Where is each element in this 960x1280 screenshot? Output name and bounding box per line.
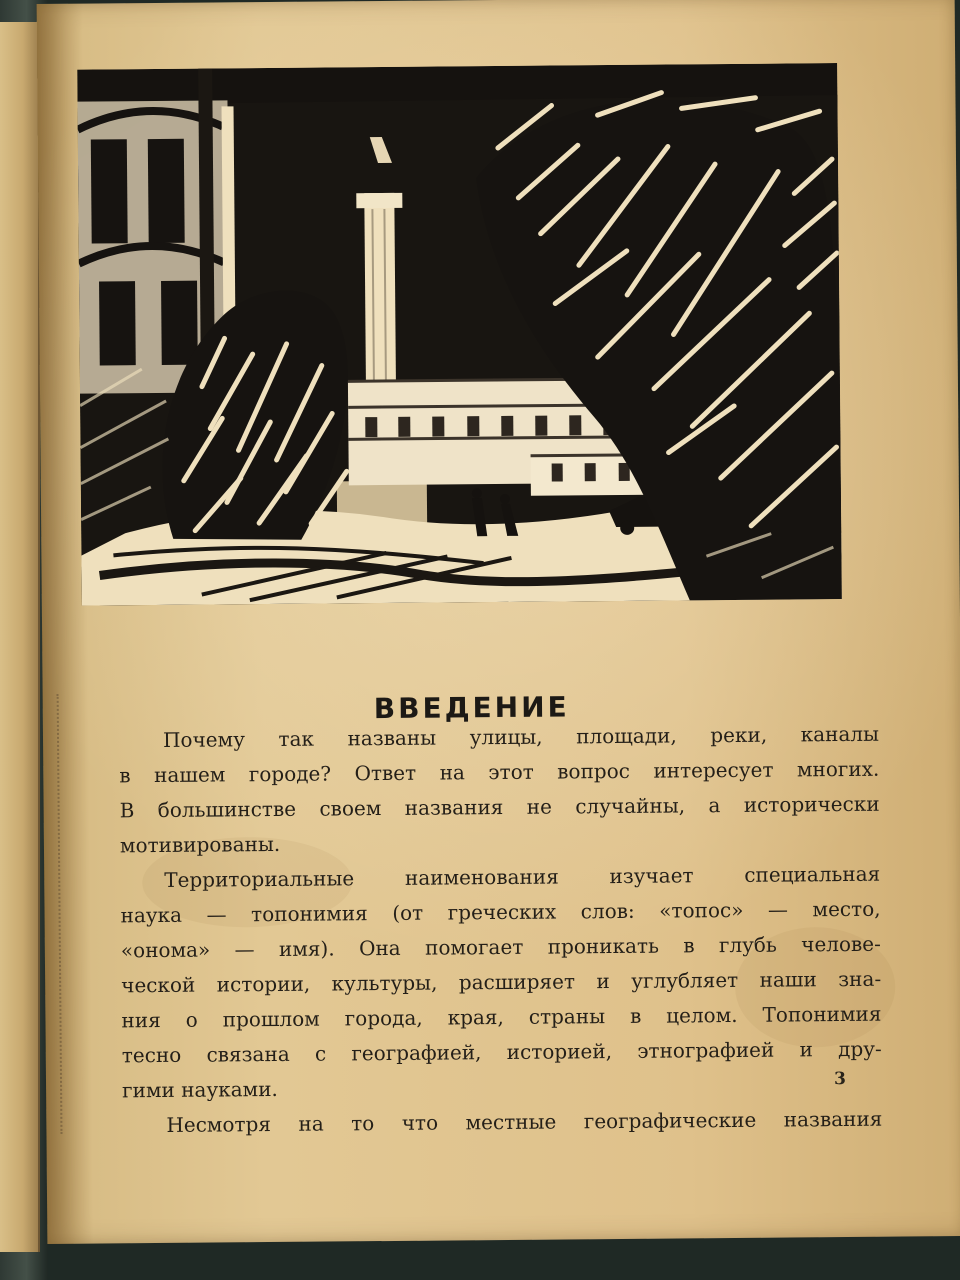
book-page — [37, 0, 960, 1244]
text-line: тесно связана с географией, историей, этнографией и дру- — [121, 1036, 882, 1068]
binding-stitch-holes — [57, 694, 73, 1134]
text-line: ния о прошлом города, края, страны в целом. Топонимия — [121, 1001, 882, 1033]
text-line: мотивированы. — [119, 831, 281, 858]
text-line: наука — топонимия (от греческих слов: «топос» — место, — [120, 896, 881, 928]
chapter-title: ВВЕДЕНИЕ — [373, 690, 570, 725]
woodcut-city-square-icon — [77, 63, 842, 606]
text-line: Почему так названы улицы, площади, реки, каналы — [162, 721, 880, 752]
text-line: В большинстве своем названия не случайны, а исторически — [119, 791, 880, 823]
text-line: Территориальные наименования изучает специальная — [164, 861, 881, 892]
text-line: «онома» — имя). Она помогает проникать в глубь челове- — [120, 931, 881, 963]
text-line: Несмотря на то что местные географические названия — [166, 1106, 883, 1137]
woodcut-illustration — [77, 63, 842, 606]
left-page-edge — [0, 22, 40, 1252]
text-line: ческой истории, культуры, расширяет и углубляет наши зна- — [121, 966, 882, 998]
chapter-body-text — [119, 717, 883, 1144]
text-line: гими науками. — [121, 1076, 278, 1103]
text-line: в нашем городе? Ответ на этот вопрос интересует многих. — [119, 756, 880, 788]
page-number: 3 — [833, 1069, 846, 1090]
